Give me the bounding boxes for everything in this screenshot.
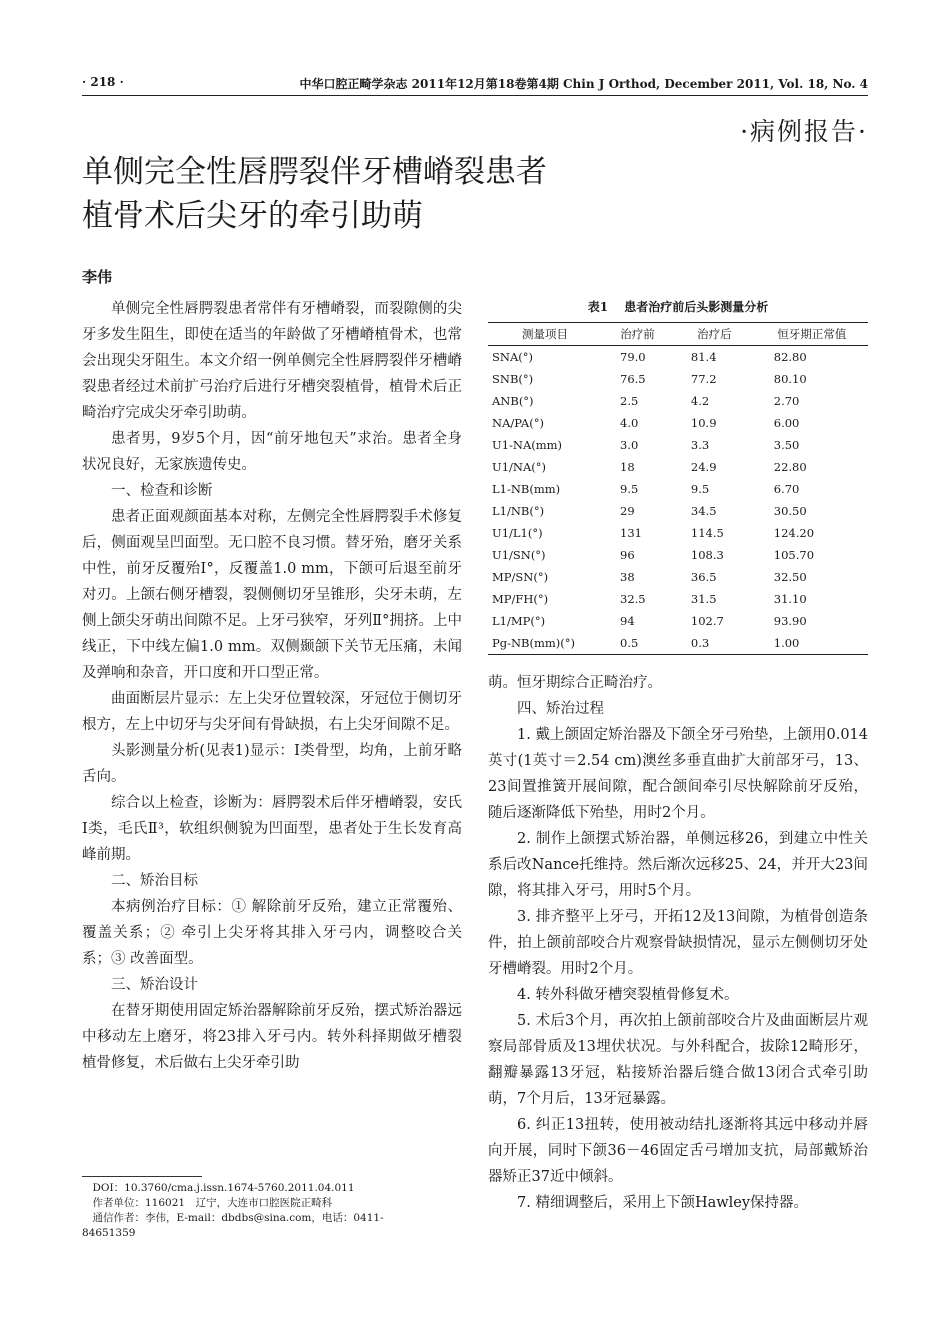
measure-name: L1-NB(mm) xyxy=(492,482,561,496)
measure-value: 6.70 xyxy=(773,482,800,496)
measure-value: 4.0 xyxy=(620,416,639,430)
treatment-step: 7. 精细调整后，采用上下颌Hawley保持器。 xyxy=(517,1195,809,1211)
affiliation: 作者单位：116021 辽宁，大连市口腔医院正畸科 xyxy=(92,1197,333,1209)
correspondence: 通信作者：李伟，E-mail：dbdbs@sina.com，电话：0411- xyxy=(92,1212,384,1224)
measure-name: L1/MP(°) xyxy=(492,614,546,628)
table-row xyxy=(488,456,868,478)
measure-value: 34.5 xyxy=(690,504,717,518)
measure-value: 3.50 xyxy=(773,438,800,452)
measure-name: U1/L1(°) xyxy=(492,526,543,540)
measure-value: 9.5 xyxy=(690,482,710,496)
journal-citation: 中华口腔正畸学杂志 2011年12月第18卷第4期 Chin J Orthod, December 2011, Vol. 18, No. 4 xyxy=(299,77,868,91)
paragraph: 本病例治疗目标：① 解除前牙反殆，建立正常覆殆、覆盖关系；② 牵引上尖牙将其排入牙弓内，调整咬合关系；③ 改善面型。 xyxy=(82,899,462,967)
measure-value: 24.9 xyxy=(690,460,717,474)
measure-value: 32.50 xyxy=(773,570,807,584)
table-row xyxy=(488,346,868,369)
measure-value: 81.4 xyxy=(690,350,717,364)
column-header: 治疗后 xyxy=(673,323,756,346)
doi: DOI：10.3760/cma.j.issn.1674-5760.2011.04.011 xyxy=(92,1182,355,1194)
measure-value: 82.80 xyxy=(773,350,807,364)
measure-value: 102.7 xyxy=(690,614,724,628)
measure-value: 3.3 xyxy=(690,438,710,452)
measure-value: 77.2 xyxy=(690,372,717,386)
right-column xyxy=(488,670,868,1216)
measure-value: 124.20 xyxy=(773,526,815,540)
paragraph-continuation: 萌。恒牙期综合正畸治疗。 xyxy=(488,675,662,691)
measure-value: 79.0 xyxy=(620,350,646,364)
table-row xyxy=(488,390,868,412)
measure-value: 1.00 xyxy=(756,632,868,655)
table-row xyxy=(488,632,868,655)
measure-value: 80.10 xyxy=(773,372,807,386)
table-row xyxy=(488,610,868,632)
measure-value: 18 xyxy=(620,460,635,474)
measure-value: 31.5 xyxy=(690,592,717,606)
article-title xyxy=(82,150,682,238)
paragraph: 患者男，9岁5个月，因“前牙地包天”求治。患者全身状况良好，无家族遗传史。 xyxy=(82,431,462,473)
measure-value: 6.00 xyxy=(773,416,800,430)
footnote-rule xyxy=(82,1176,202,1177)
measure-value: 38 xyxy=(620,570,635,584)
measure-value: 22.80 xyxy=(773,460,807,474)
measure-value: 0.5 xyxy=(602,632,673,655)
section-heading: 四、矫治过程 xyxy=(517,701,604,717)
footnote xyxy=(82,1181,462,1241)
measure-name: SNA(°) xyxy=(492,350,533,364)
treatment-step: 3. 排齐整平上牙弓，开拓12及13间隙，为植骨创造条件，拍上颌前部咬合片观察骨缺损情况，显示左侧侧切牙处牙槽嵴裂。用时2个月。 xyxy=(488,909,868,977)
column-header: 测量项目 xyxy=(488,323,602,346)
measure-value: 131 xyxy=(620,526,642,540)
section-heading: 二、矫治目标 xyxy=(111,873,198,889)
measure-value: 105.70 xyxy=(773,548,815,562)
column-header: 恒牙期正常值 xyxy=(756,323,868,346)
measure-value: 32.5 xyxy=(620,592,646,606)
paragraph: 单侧完全性唇腭裂患者常伴有牙槽嵴裂，而裂隙侧的尖牙多发生阻生，即使在适当的年龄做了牙槽嵴植骨术，也常会出现尖牙阻生。本文介绍一例单侧完全性唇腭裂伴牙槽嵴裂患者经过术前扩弓治疗后进行牙槽突裂植骨，植骨术后正畸治疗完成尖牙牵引助萌。 xyxy=(82,301,462,421)
measure-value: 108.3 xyxy=(690,548,724,562)
treatment-step: 6. 纠正13扭转，使用被动结扎逐渐将其远中移动并唇向开展，同时下颌36－46固定舌弓增加支抗，局部戴矫治器矫正37近中倾斜。 xyxy=(488,1117,868,1185)
measure-value: 3.0 xyxy=(620,438,639,452)
section-label: ·病例报告· xyxy=(740,117,868,146)
measure-value: 94 xyxy=(620,614,635,628)
table-row xyxy=(488,588,868,610)
table-row xyxy=(488,544,868,566)
title-line-1: 单侧完全性唇腭裂伴牙槽嵴裂患者 xyxy=(82,154,547,190)
measure-name: U1/SN(°) xyxy=(492,548,546,562)
table-row xyxy=(488,500,868,522)
running-header xyxy=(82,72,868,94)
paragraph: 在替牙期使用固定矫治器解除前牙反殆，摆式矫治器远中移动左上磨牙，将23排入牙弓内。转外科择期做牙槽裂植骨修复，术后做右上尖牙牵引助 xyxy=(82,1003,462,1071)
cephalometric-table xyxy=(488,322,868,655)
measure-value: 29 xyxy=(620,504,635,518)
paragraph: 头影测量分析(见表1)显示：Ⅰ类骨型，均角，上前牙略舌向。 xyxy=(82,743,462,785)
section-heading: 三、矫治设计 xyxy=(111,977,198,993)
measure-value: 36.5 xyxy=(690,570,717,584)
table-caption xyxy=(488,298,868,315)
table-caption-text: 患者治疗前后头影测量分析 xyxy=(624,300,769,314)
section-heading: 一、检查和诊断 xyxy=(111,483,213,499)
table-label: 表1 xyxy=(587,300,609,314)
table-header-row xyxy=(488,323,868,346)
treatment-step: 1. 戴上颌固定矫治器及下颌全牙弓殆垫，上颌用0.014英寸(1英寸＝2.54 cm)澳丝多垂直曲扩大前部牙弓，13、23间置推簧开展间隙，配合颌间牵引尽快解除前牙反殆，随后逐渐降低下殆垫，用时2个月。 xyxy=(488,727,868,821)
measure-name: SNB(°) xyxy=(492,372,534,386)
paragraph: 综合以上检查，诊断为：唇腭裂术后伴牙槽嵴裂，安氏Ⅰ类，毛氏Ⅱ³，软组织侧貌为凹面型，患者处于生长发育高峰前期。 xyxy=(82,795,462,863)
measure-value: 93.90 xyxy=(773,614,807,628)
measure-name: MP/FH(°) xyxy=(492,592,549,606)
measure-value: 9.5 xyxy=(620,482,639,496)
measure-name: U1/NA(°) xyxy=(492,460,546,474)
phone-continuation: 84651359 xyxy=(82,1227,136,1239)
page-number: · 218 · xyxy=(82,75,124,89)
measure-value: 76.5 xyxy=(620,372,646,386)
measure-value: 0.3 xyxy=(673,632,756,655)
measure-value: 4.2 xyxy=(690,394,710,408)
left-column xyxy=(82,296,462,1076)
measure-value: 2.70 xyxy=(773,394,800,408)
table-row xyxy=(488,434,868,456)
measure-value: 114.5 xyxy=(690,526,724,540)
measure-name: NA/PA(°) xyxy=(492,416,544,430)
table-row xyxy=(488,566,868,588)
title-line-2: 植骨术后尖牙的牵引助萌 xyxy=(82,198,423,234)
author: 李伟 xyxy=(82,268,113,286)
treatment-step: 2. 制作上颌摆式矫治器，单侧远移26，到建立中性关系后改Nance托维持。然后渐次远移25、24，并开大23间隙，将其排入牙弓，用时5个月。 xyxy=(488,831,868,899)
header-rule xyxy=(82,95,868,96)
treatment-step: 5. 术后3个月，再次拍上颌前部咬合片及曲面断层片观察局部骨质及13埋伏状况。与外科配合，拔除12畸形牙，翻瓣暴露13牙冠，粘接矫治器后缝合做13闭合式牵引助萌，7个月后，13牙冠暴露。 xyxy=(488,1013,868,1107)
measure-value: 2.5 xyxy=(620,394,639,408)
measure-value: 96 xyxy=(620,548,635,562)
measure-value: 10.9 xyxy=(690,416,717,430)
measure-value: 31.10 xyxy=(773,592,807,606)
measure-name: ANB(°) xyxy=(492,394,534,408)
paragraph: 曲面断层片显示：左上尖牙位置较深，牙冠位于侧切牙根方，左上中切牙与尖牙间有骨缺损，右上尖牙间隙不足。 xyxy=(82,691,462,733)
table-row xyxy=(488,522,868,544)
paragraph: 患者正面观颜面基本对称，左侧完全性唇腭裂手术修复后，侧面观呈凹面型。无口腔不良习惯。替牙殆，磨牙关系中性，前牙反覆殆Ⅰ°，反覆盖1.0 mm，下颌可后退至前牙对刃。上颌右侧牙槽裂，裂侧侧切牙呈锥形，尖牙未萌，左侧上颌尖牙萌出间隙不足。上牙弓狭窄，牙列Ⅱ°拥挤。上中线正，下中线左偏1.0 mm。双侧颞颌下关节无压痛，未闻及弹响和杂音，开口度和开口型正常。 xyxy=(82,509,462,681)
table-row xyxy=(488,368,868,390)
measure-name: L1/NB(°) xyxy=(492,504,545,518)
treatment-step: 4. 转外科做牙槽突裂植骨修复术。 xyxy=(517,987,739,1003)
column-header: 治疗前 xyxy=(602,323,673,346)
table-row xyxy=(488,478,868,500)
measure-name: U1-NA(mm) xyxy=(492,438,563,452)
measure-name: MP/SN(°) xyxy=(492,570,549,584)
measure-name: Pg-NB(mm)(°) xyxy=(488,632,602,655)
measure-value: 30.50 xyxy=(773,504,807,518)
table-row xyxy=(488,412,868,434)
